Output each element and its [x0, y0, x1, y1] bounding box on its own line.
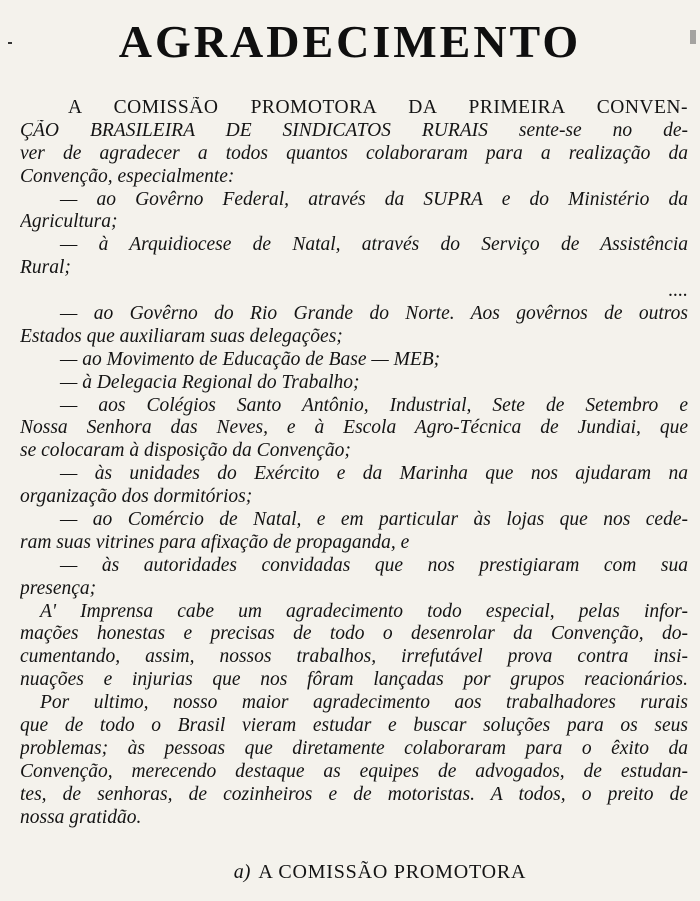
body-line: — aos Colégios Santo Antônio, Industrial, Sete de Setembro e [60, 394, 688, 416]
body-line: problemas; às pessoas que diretamente colaboraram para o êxito da [20, 737, 688, 759]
body-line: Nossa Senhora das Neves, e à Escola Agro-Técnica de Jundiai, que [20, 417, 688, 439]
body-line: tes, de senhoras, de cozinheiros e de motoristas. A todos, o preito de [20, 783, 688, 805]
body-line: Agricultura; [20, 211, 118, 233]
body-line: cumentando, assim, nossos trabalhos, irrefutável prova contra insi- [20, 646, 688, 668]
body-line: Convenção, merecendo destaque as equipes de advogados, de estudan- [20, 760, 688, 782]
body-line: ÇÃO BRASILEIRA DE SINDICATOS RURAIS sente-se no de- [20, 119, 688, 141]
body-line: .... [668, 280, 688, 302]
body-line: A COMISSÃO PROMOTORA DA PRIMEIRA CONVEN- [68, 97, 688, 118]
body-line: A' Imprensa cabe um agradecimento todo especial, pelas infor- [40, 600, 688, 622]
body-line: — à Arquidiocese de Natal, através do Serviço de Assistência [60, 234, 688, 256]
body-line: — às unidades do Exército e da Marinha que nos ajudaram na [60, 463, 688, 485]
body-line: nuações e injurias que nos fôram lançadas por grupos reacionários. [20, 669, 688, 691]
body-line: — ao Govêrno do Rio Grande do Norte. Aos govêrnos de outros [60, 303, 688, 325]
body-line: — ao Govêrno Federal, através da SUPRA e do Ministério da [60, 188, 688, 210]
body-line: — às autoridades convidadas que nos prestigiaram com sua [60, 554, 688, 576]
body-line: mações honestas e precisas de todo o desenrolar da Convenção, do- [20, 623, 688, 645]
body-line: que de todo o Brasil vieram estudar e buscar soluções para os seus [20, 715, 688, 737]
body-line: ram suas vitrines para afixação de propaganda, e [20, 531, 410, 553]
body-line: se colocaram à disposição da Convenção; [20, 440, 351, 462]
body-line: ver de agradecer a todos quantos colaboraram para a realização da [20, 142, 688, 164]
body-line: Rural; [20, 257, 71, 279]
body-line: organização dos dormitórios; [20, 486, 253, 508]
document-title: AGRADECIMENTO [118, 16, 582, 67]
document-body [20, 97, 688, 830]
body-line: — ao Comércio de Natal, e em particular às lojas que nos cede- [60, 509, 688, 531]
body-line: Convenção, especialmente: [20, 165, 235, 187]
body-line: Estados que auxiliaram suas delegações; [20, 325, 343, 347]
signature-name: A COMISSÃO PROMOTORA [258, 861, 527, 883]
signature [0, 859, 700, 885]
body-line: nossa gratidão. [20, 806, 142, 828]
body-line: presença; [20, 577, 97, 599]
body-line: — ao Movimento de Educação de Base — MEB; [60, 348, 441, 370]
body-line: Por ultimo, nosso maior agradecimento aos trabalhadores rurais [40, 692, 688, 714]
signature-prefix: a) [233, 861, 251, 883]
body-line: — à Delegacia Regional do Trabalho; [60, 371, 360, 393]
